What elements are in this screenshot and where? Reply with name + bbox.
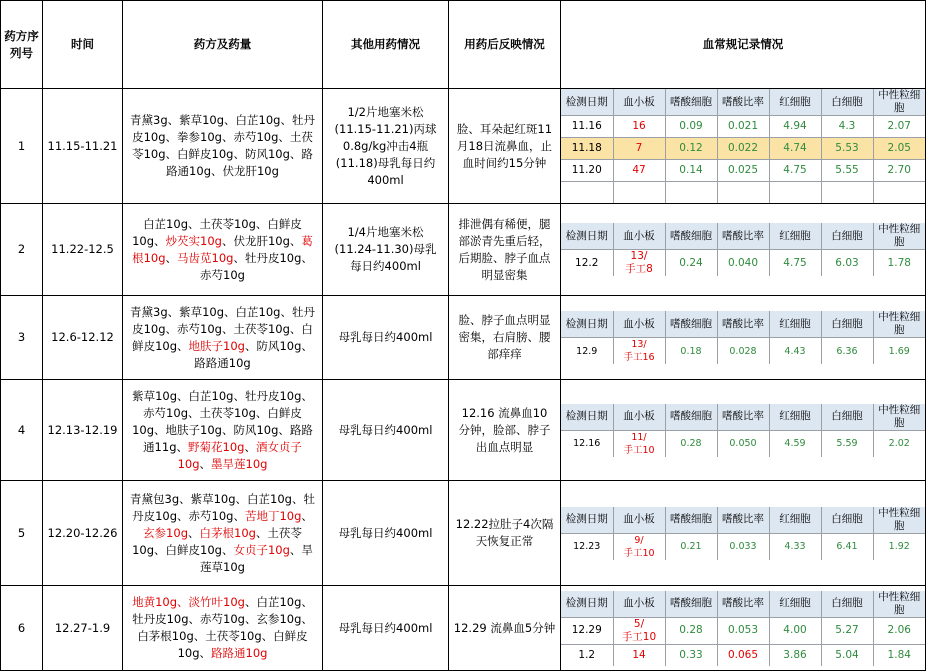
herb-text: 、白芷10g、牡丹皮10g、赤芍10g、玄参10g、白茅根10g、土茯苓10g、白鲜皮10g、 [132,595,313,660]
blood-cell-date: 12.9 [561,338,613,365]
blood-record [561,296,926,380]
blood-header-cell: 血小板 [613,223,665,250]
blood-cell-platelet: 13/ 手工8 [613,250,665,277]
row-prescription [123,204,323,296]
header-index: 药方序列号 [1,1,43,89]
blood-header-cell: 嗜酸比率 [717,404,769,431]
blood-empty-row [561,182,925,204]
blood-cell-eos: 0.33 [665,644,717,666]
blood-cell-wbc: 6.41 [821,533,873,560]
blood-cell-wbc: 5.55 [821,160,873,182]
row-time: 11.22-12.5 [43,204,123,296]
new-herb-text: 马齿苋10g [177,250,234,265]
header-reaction: 用药后反映情况 [449,1,561,89]
blood-cell-date: 12.16 [561,430,613,457]
header-prescription: 药方及药量 [123,1,323,89]
blood-data-row [561,533,925,560]
new-herb-text: 酒女贞子10g [177,439,302,471]
blood-cell-eos: 0.14 [665,160,717,182]
blood-cell-wbc: 5.53 [821,138,873,160]
table-row [1,380,926,481]
blood-cell-neut: 1.69 [888,345,910,357]
blood-table [561,404,925,457]
blood-header-row [561,591,925,618]
blood-data-row [561,160,925,182]
blood-header-cell: 检测日期 [561,507,613,534]
new-herb-text: 地肤子10g [188,338,245,353]
row-index: 6 [1,586,43,671]
blood-record [561,481,926,586]
row-reaction [449,481,561,586]
blood-header-cell: 红细胞 [769,507,821,534]
blood-cell-wbc: 5.04 [821,644,873,666]
blood-empty-cell [561,182,613,204]
blood-cell-wbc: 5.27 [821,617,873,644]
blood-header-cell: 嗜酸比率 [717,89,769,116]
blood-cell-platelet: 7 [613,138,665,160]
blood-cell-eos-ratio: 0.025 [717,160,769,182]
row-index: 3 [1,296,43,380]
blood-cell-date: 12.2 [561,250,613,277]
blood-header-cell: 血小板 [613,311,665,338]
blood-empty-cell [613,182,665,204]
blood-cell-wbc: 6.36 [821,338,873,365]
blood-cell-eos-ratio: 0.053 [717,617,769,644]
row-reaction [449,380,561,481]
row-index: 2 [1,204,43,296]
blood-cell-date: 12.29 [561,617,613,644]
row-time: 11.15-11.21 [43,89,123,204]
table-row [1,481,926,586]
blood-header-cell: 白细胞 [821,89,873,116]
blood-cell-date: 11.18 [561,138,613,160]
blood-cell-neut: 1.84 [887,648,911,661]
row-prescription [123,296,323,380]
blood-header-cell: 白细胞 [821,311,873,338]
herb-text: 青黛3g、紫草10g、白芷10g、牡丹皮10g、赤芍10g、土茯苓10g、白鲜皮10g、 [130,304,315,353]
row-other-meds [323,204,449,296]
blood-cell-eos-ratio: 0.065 [717,644,769,666]
reaction-text: 12.22拉肚子4次隔天恢复正常 [455,517,554,548]
blood-cell-eos-ratio: 0.040 [717,250,769,277]
header-blood: 血常规记录情况 [561,1,926,89]
row-other-meds [323,89,449,204]
reaction-text: 脸、脖子血点明显密集，右肩膀、腰部痒痒 [458,313,551,361]
blood-cell-rbc: 4.33 [769,533,821,560]
row-prescription [123,481,323,586]
blood-header-cell: 嗜酸细胞 [665,223,717,250]
row-prescription [123,380,323,481]
blood-data-row [561,617,925,644]
new-herb-text: 苦地丁10g [244,508,302,523]
blood-empty-cell [821,182,873,204]
table-row [1,296,926,380]
blood-header-cell: 中性粒细胞 [873,404,925,431]
header-time: 时间 [43,1,123,89]
blood-cell-rbc: 4.75 [769,250,821,277]
blood-cell-date: 12.23 [561,533,613,560]
row-time: 12.27-1.9 [43,586,123,671]
blood-cell-neut: 2.70 [873,160,925,182]
blood-record [561,204,926,296]
blood-table [561,311,925,364]
row-other-meds [323,296,449,380]
blood-cell-wbc: 5.59 [821,430,873,457]
blood-header-row [561,89,925,116]
new-herb-text: 地黄10g、淡竹叶10g [132,595,245,609]
other-meds-text: 母乳每日约400ml [338,422,433,437]
row-reaction [449,586,561,671]
herb-text: 、土茯苓10g、白鲜皮10g、 [132,525,302,557]
herb-text: 、 [165,250,178,265]
blood-table [561,507,925,560]
herb-text: 、牡丹皮10g、赤芍10g [200,250,313,282]
blood-cell-eos: 0.28 [665,617,717,644]
blood-header-cell: 红细胞 [769,404,821,431]
table-row [1,89,926,204]
blood-cell-eos: 0.28 [665,430,717,457]
blood-header-cell: 嗜酸比率 [717,591,769,618]
blood-header-cell: 嗜酸比率 [717,311,769,338]
blood-cell-eos: 0.09 [665,116,717,138]
blood-cell-platelet: 16 [613,116,665,138]
blood-cell-platelet: 47 [613,160,665,182]
herb-text: 青黛包3g、紫草10g、白芷10g、牡丹皮10g、赤芍10g、 [130,491,315,523]
blood-cell-platelet: 14 [613,644,665,666]
blood-header-cell: 红细胞 [769,89,821,116]
blood-header-cell: 嗜酸细胞 [665,89,717,116]
blood-header-cell: 白细胞 [821,591,873,618]
blood-cell-rbc: 4.94 [769,116,821,138]
reaction-text: 12.16 流鼻血10分钟，脸部、脖子出血点明显 [458,405,551,454]
blood-data-row [561,116,925,138]
blood-cell-rbc: 3.86 [769,644,821,666]
blood-header-cell: 白细胞 [821,223,873,250]
reaction-text: 排泄偶有稀便，腿部淤青先重后轻，后期脸、脖子血点明显密集 [458,216,551,282]
new-herb-text: 炒芡实10g [165,233,222,248]
blood-cell-eos-ratio: 0.022 [717,138,769,160]
row-prescription [123,89,323,204]
reaction-text: 脸、耳朵起红斑11月18日流鼻血，止血时间约15分钟 [456,121,553,170]
blood-header-cell: 血小板 [613,89,665,116]
blood-cell-date: 11.20 [561,160,613,182]
row-other-meds [323,481,449,586]
new-herb-text: 路路通10g [211,646,268,660]
blood-header-row [561,404,925,431]
blood-cell-rbc: 4.75 [769,160,821,182]
blood-cell-eos-ratio: 0.033 [717,533,769,560]
blood-header-cell: 嗜酸细胞 [665,507,717,534]
row-reaction [449,296,561,380]
table-row [1,586,926,671]
new-herb-text: 女贞子10g [233,542,290,557]
blood-cell-eos: 0.24 [665,250,717,277]
other-meds-text: 母乳每日约400ml [338,330,433,344]
header-other-meds: 其他用药情况 [323,1,449,89]
herb-text: 、防风10g、路路通10g [194,338,313,370]
blood-cell-date: 11.16 [561,116,613,138]
blood-cell-wbc: 6.03 [821,250,873,277]
blood-cell-rbc: 4.00 [769,617,821,644]
blood-cell-platelet: 9/ 手工10 [613,533,665,560]
blood-data-row [561,338,925,365]
blood-header-cell: 检测日期 [561,223,613,250]
blood-header-row [561,507,925,534]
blood-header-cell: 血小板 [613,591,665,618]
herb-text: 、伏龙肝10g、 [221,233,302,248]
blood-cell-eos: 0.18 [665,338,717,365]
row-time: 12.6-12.12 [43,296,123,380]
blood-record [561,89,926,204]
new-herb-text: 葛根10g [132,233,313,265]
blood-header-cell: 嗜酸细胞 [665,311,717,338]
blood-cell-eos-ratio: 0.028 [717,338,769,365]
blood-cell-platelet: 5/ 手工10 [613,617,665,644]
blood-cell-eos: 0.21 [665,533,717,560]
blood-cell-platelet: 11/ 手工10 [613,430,665,457]
new-herb-text: 白茅根10g [199,525,256,540]
blood-empty-cell [873,182,925,204]
herb-text: 紫草10g、白芷10g、牡丹皮10g、赤芍10g、土茯苓10g、白鲜皮10g、地肤子10g、防风10g、路路通11g、 [132,388,313,454]
blood-cell-rbc: 4.43 [769,338,821,365]
row-time: 12.20-12.26 [43,481,123,586]
herb-text: 、 [301,508,313,523]
blood-cell-platelet: 13/ 手工16 [613,338,665,365]
blood-header-cell: 红细胞 [769,591,821,618]
blood-cell-neut: 2.06 [873,617,925,644]
row-index: 1 [1,89,43,204]
table-row [1,204,926,296]
blood-header-cell: 嗜酸比率 [717,507,769,534]
blood-table [561,89,925,203]
blood-header-row [561,223,925,250]
new-herb-text: 玄参10g [143,525,188,540]
new-herb-text: 野菊花10g [188,439,245,454]
herb-text: 、旱莲草10g [200,542,313,574]
row-index: 4 [1,380,43,481]
blood-header-cell: 红细胞 [769,311,821,338]
row-other-meds [323,586,449,671]
header-row [1,1,926,89]
row-reaction [449,204,561,296]
blood-header-cell: 红细胞 [769,223,821,250]
blood-header-cell: 中性粒细胞 [873,311,925,338]
other-meds-text: 1/4片地塞米松(11.24-11.30)母乳每日约400ml [334,225,437,273]
blood-header-cell: 检测日期 [561,89,613,116]
blood-header-cell: 中性粒细胞 [873,89,925,116]
blood-data-row [561,138,925,160]
row-other-meds [323,380,449,481]
row-prescription [123,586,323,671]
blood-header-cell: 血小板 [613,507,665,534]
row-index: 5 [1,481,43,586]
blood-data-row [561,250,925,277]
blood-cell-eos-ratio: 0.050 [717,430,769,457]
blood-cell-rbc: 4.74 [769,138,821,160]
other-meds-text: 母乳每日约400ml [338,620,433,635]
herb-text: 、 [188,525,200,540]
herb-text: 、 [244,439,256,454]
blood-empty-cell [665,182,717,204]
blood-header-cell: 检测日期 [561,404,613,431]
other-meds-text: 母乳每日约400ml [338,525,433,540]
blood-header-row [561,311,925,338]
blood-header-cell: 中性粒细胞 [873,591,925,618]
blood-cell-wbc: 4.3 [821,116,873,138]
blood-cell-rbc: 4.59 [769,430,821,457]
new-herb-text: 墨旱莲10g [211,456,268,471]
blood-header-cell: 血小板 [613,404,665,431]
blood-header-cell: 检测日期 [561,591,613,618]
blood-cell-neut: 1.92 [888,541,910,552]
blood-header-cell: 检测日期 [561,311,613,338]
blood-empty-cell [717,182,769,204]
blood-cell-neut: 2.05 [873,138,925,160]
blood-empty-cell [769,182,821,204]
other-meds-text: 1/2片地塞米松(11.15-11.21)丙球0.8g/kg冲击4瓶(11.18)母乳每日约400ml [334,104,437,187]
blood-header-cell: 白细胞 [821,404,873,431]
blood-header-cell: 嗜酸细胞 [665,404,717,431]
row-reaction [449,89,561,204]
blood-header-cell: 白细胞 [821,507,873,534]
blood-cell-date: 1.2 [561,644,613,666]
blood-header-cell: 中性粒细胞 [873,223,925,250]
blood-header-cell: 嗜酸比率 [717,223,769,250]
blood-data-row [561,430,925,457]
blood-cell-eos-ratio: 0.021 [717,116,769,138]
blood-table [561,223,925,276]
blood-record [561,380,926,481]
blood-header-cell: 嗜酸细胞 [665,591,717,618]
herb-text: 白芷10g、土茯苓10g、白鲜皮10g、 [132,216,302,248]
blood-data-row [561,644,925,666]
row-time: 12.13-12.19 [43,380,123,481]
blood-cell-neut: 2.02 [888,438,910,449]
blood-cell-neut: 2.07 [873,116,925,138]
herb-text: 、 [199,456,211,471]
blood-header-cell: 中性粒细胞 [873,507,925,534]
blood-cell-neut: 1.78 [887,256,911,269]
herb-text: 青黛3g、紫草10g、白芷10g、牡丹皮10g、拳参10g、赤芍10g、土茯苓10g、白鲜皮10g、防风10g、路路通10g、伏龙肝10g [130,113,315,178]
blood-record [561,586,926,671]
reaction-text: 12.29 流鼻血5分钟 [453,620,556,635]
blood-table [561,591,925,666]
table-body [1,89,926,671]
blood-cell-eos: 0.12 [665,138,717,160]
